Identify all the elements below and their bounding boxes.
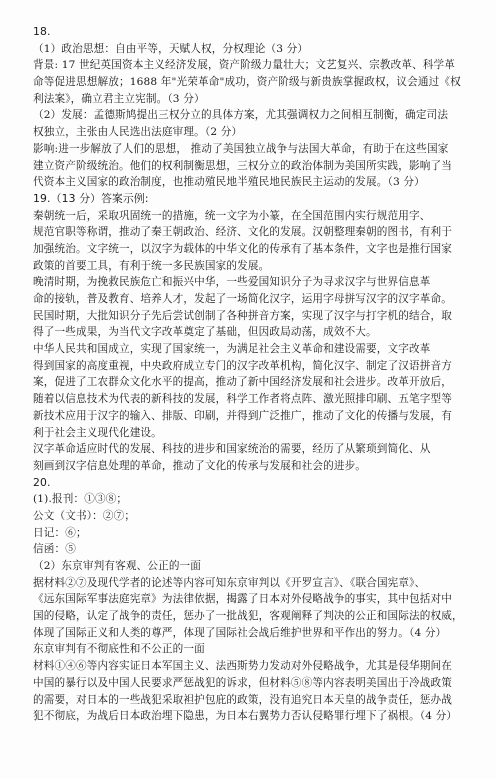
question-19-heading: 19.（13 分）答案示例: bbox=[33, 191, 149, 205]
q20-incomplete-line-3: 的需要，对日本的一些战犯采取袒护包庇的政策，没有追究日本天皇的战争责任，惩办战 bbox=[33, 693, 453, 706]
q19-qin-line-1: 秦朝统一后，采取巩固统一的措施，统一文字为小篆，在全国范围内实行规范用字、 bbox=[33, 209, 431, 222]
q20-official-document-sources: 公文（文书）：②⑦； bbox=[33, 509, 136, 522]
question-20-number: 20. bbox=[33, 475, 51, 489]
q19-prc-line-2: 得到国家的高度重视，中央政府成立专门的汉字改革机构，简化汉字、制定了汉语拼音方 bbox=[33, 359, 453, 372]
q20-incomplete-heading: 东京审判有不彻底性和不公正的一面 bbox=[33, 643, 205, 656]
q20-diary-sources: 日记：⑥； bbox=[33, 526, 87, 539]
q19-prc-line-4: 随着以信息技术为代表的新科技的发展，科学工作者将点阵、激光照排印刷、五笔字型等 bbox=[33, 393, 453, 406]
q20-objective-line-1: 据材料②⑦及现代学者的论述等内容可知东京审判以《开罗宣言》、《联合国宪章》、 bbox=[33, 576, 426, 589]
q18-influence-line-1: 影响:进一步解放了人们的思想， 推动了美国独立战争与法国大革命，有助于在这些国家 bbox=[33, 142, 449, 155]
q19-republic-line-1: 民国时期，大批知识分子先后尝试创制了各种拼音方案，实现了汉字与打字机的结合，取 bbox=[33, 309, 453, 322]
q20-newspaper-sources: (1).报刊：①③⑧； bbox=[33, 493, 128, 506]
q19-summary-line-2: 刻画到汉字信息处理的革命，推动了文化的传承与发展和社会的进步。 bbox=[33, 459, 367, 472]
q19-summary-line-1: 汉字革命适应时代的发展、科技的进步和国家统治的需要，经历了从繁琐到简化、从 bbox=[33, 443, 431, 456]
q19-late-qing-line-2: 命的接轨，普及教育、培养人才，发起了一场简化汉字，运用字母拼写汉字的汉字革命。 bbox=[33, 293, 453, 305]
q20-incomplete-line-1: 材料①④⑥等内容实证日本军国主义、法西斯势力发动对外侵略战争，尤其是侵华期间在 bbox=[33, 660, 453, 673]
q18-part2-development-line-1: （2）发展：孟德斯鸠提出三权分立的具体方案，尤其强调权力之间相互制衡，确定司法 bbox=[33, 109, 449, 122]
q20-incomplete-line-2: 中国的暴行以及中国人民要求严惩战犯的诉求，但材料⑤⑧等内容表明美国出于冷战政策 bbox=[33, 676, 453, 689]
q20-objective-line-4: 体现了国际正义和人类的尊严，体现了国际社会战后维护世界和平作出的努力。（4 分） bbox=[33, 626, 447, 639]
q20-incomplete-line-4: 犯不彻底，为战后日本政治埋下隐患，为日本右翼势力否认侵略罪行埋下了祸根。（4 分） bbox=[33, 710, 458, 723]
question-18-number: 18. bbox=[33, 25, 51, 38]
q20-objective-line-3: 国的侵略，认定了战争的责任，惩办了一批战犯，客观阐释了判决的公正和国际法的权威， bbox=[33, 610, 463, 623]
q19-qin-line-4: 政策的首要工具，有利于统一多民族国家的发展。 bbox=[33, 259, 270, 272]
q19-qin-line-3: 加强统治。文字统一，以汉字为载体的中华文化的传承有了基本条件，文字也是推行国家 bbox=[33, 242, 453, 255]
q18-background-line-1: 背景: 17 世纪英国资本主义经济发展，资产阶级力量壮大；文艺复兴、宗教改革、科学革 bbox=[33, 59, 456, 72]
q19-prc-line-6: 利于社会主义现代化建设。 bbox=[33, 426, 162, 439]
q19-late-qing-line-1: 晚清时期，为挽救民族危亡和振兴中华，一些爱国知识分子为寻求汉字与世界信息革 bbox=[33, 276, 431, 289]
q18-background-line-3: 利法案》，确立君主立宪制。（3 分） bbox=[33, 92, 205, 105]
answer-text-block bbox=[33, 24, 477, 725]
q18-influence-line-2: 建立资产阶级统治。他们的权利制衡思想，三权分立的政治体制为美国所实践，影响了当 bbox=[33, 159, 453, 172]
q18-part2-development-line-2: 权独立，主张由人民选出法庭审理。（2 分） bbox=[33, 126, 243, 139]
q19-prc-line-5: 新技术应用于汉字的输入、排版、印刷，并得到广泛推广，推动了文化的传播与发展，有 bbox=[33, 409, 453, 422]
q19-republic-line-2: 得了一些成果，为当代文字改革奠定了基础，但因政局动荡，成效不大。 bbox=[33, 326, 377, 339]
q20-objective-line-2: 《远东国际军事法庭宪章》为法律依据，揭露了日本对外侵略战争的事实，其中包括对中 bbox=[33, 593, 453, 606]
q20-part2-objective-heading: （2）东京审判有客观、公正的一面 bbox=[33, 560, 202, 572]
q19-qin-line-2: 规范官职等称谓，推动了秦王朝政治、经济、文化的发展。汉朝整理秦朝的图书，有利于 bbox=[33, 226, 453, 239]
q18-part1-political-thought: （1）政治思想：自由平等，天赋人权，分权理论（3 分） bbox=[33, 42, 309, 55]
q19-prc-line-1: 中华人民共和国成立，实现了国家统一，为满足社会主义革命和建设需要，文字改革 bbox=[33, 343, 431, 356]
q18-influence-line-3: 代资本主义国家的政治制度，也推动殖民地半殖民地民族民主运动的发展。（3 分） bbox=[33, 176, 425, 189]
q18-background-line-2: 命等促进思想解放；1688 年"光荣革命"成功，资产阶级与新贵族掌握政权，议会通过《权 bbox=[33, 76, 461, 89]
q20-letter-sources: 信函：⑤ bbox=[33, 543, 76, 556]
q19-prc-line-3: 案，促进了工农群众文化水平的提高，推动了新中国经济发展和社会进步。改革开放后， bbox=[33, 376, 453, 389]
